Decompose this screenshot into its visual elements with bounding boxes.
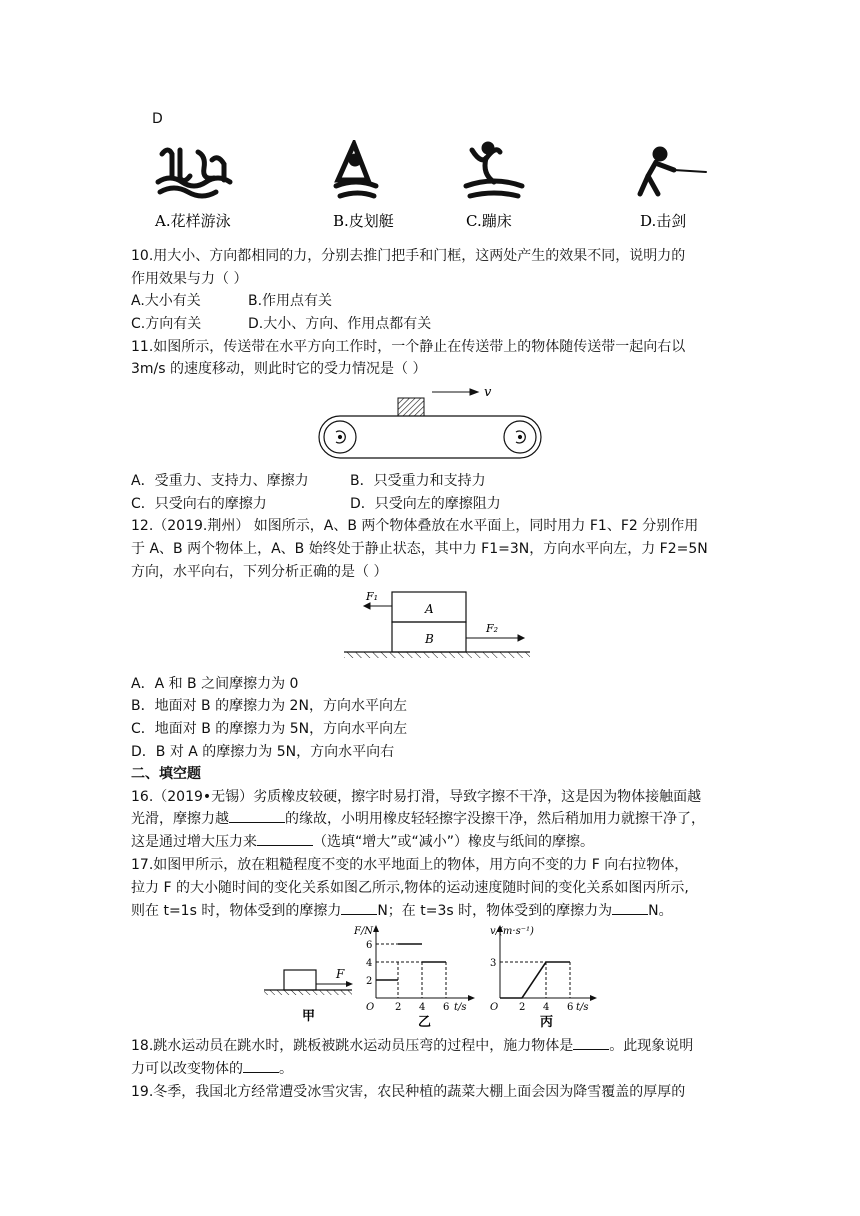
stacked-blocks-figure (340, 586, 540, 666)
tick-bing-3: 3 (490, 958, 497, 969)
option-a-label: A.花样游泳 (155, 212, 231, 230)
q10-option-d: D.大小、方向、作用点都有关 (248, 316, 432, 332)
q17-blank-2[interactable] (612, 900, 648, 915)
tick-yi-6: 6 (366, 940, 373, 951)
q16-blank-2[interactable] (257, 831, 313, 846)
tick-bing-x4: 4 (543, 1002, 550, 1013)
label-jia: 甲 (302, 1009, 316, 1024)
previous-answer: D (152, 111, 163, 127)
sports-pictograms-figure (150, 140, 720, 240)
q19-line1: 19.冬季，我国北方经常遭受冰雪灾害，农民种植的蔬菜大棚上面会因为降雪覆盖的厚厚的 (131, 1084, 686, 1100)
q17-blank-1[interactable] (341, 900, 377, 915)
option-c-label: C.蹦床 (466, 212, 512, 230)
axis-label-ts-yi: t/s (454, 1002, 467, 1013)
tick-bing-x6: 6 (567, 1002, 574, 1013)
q12-option-a: A．A 和 B 之间摩擦力为 0 (131, 676, 299, 692)
fencing-icon (640, 149, 706, 194)
tick-bing-x2: 2 (519, 1002, 526, 1013)
canoe-icon (336, 144, 376, 196)
q18-line2 (131, 1058, 293, 1080)
q10-stem-line2: 作用效果与力（ ） (131, 271, 248, 287)
q16-line3-part-b: （选填“增大”或“减小”）橡皮与纸间的摩擦。 (313, 834, 595, 850)
tick-yi-x4: 4 (419, 1002, 426, 1013)
q10-option-b: B.作用点有关 (248, 293, 333, 309)
q12-stem-line3: 方向，水平向右，下列分析正确的是（ ） (131, 564, 388, 580)
origin-yi: O (366, 1002, 375, 1013)
q16-line2-part-a: 光滑，摩擦力越 (131, 811, 229, 827)
q16-line2 (131, 808, 705, 830)
block-on-belt (398, 398, 424, 416)
q17-line1: 17.如图甲所示，放在粗糙程度不变的水平地面上的物体，用方向不变的力 F 向右拉物体， (131, 857, 689, 873)
option-b-label: B.皮划艇 (333, 212, 394, 230)
conveyor-belt-figure (312, 382, 552, 468)
q16-blank-1[interactable] (229, 808, 285, 823)
velocity-arrow (432, 389, 478, 395)
q11-option-a: A．受重力、支持力、摩擦力 (131, 473, 309, 489)
q18-line1 (131, 1035, 693, 1057)
chart-bing-velocity-time (490, 925, 597, 1030)
tick-yi-2: 2 (366, 976, 373, 987)
force-f-label: F (336, 967, 345, 981)
q17-line3-part-c: N。 (648, 903, 673, 919)
q12-option-b: B．地面对 B 的摩擦力为 2N，方向水平向左 (131, 698, 407, 714)
q11-option-c: C．只受向右的摩擦力 (131, 496, 267, 512)
force-f1-arrow (364, 603, 392, 609)
axis-label-fn: F/N (354, 926, 374, 937)
q16-line3 (131, 831, 594, 853)
q18-line1-part-b: 。此现象说明 (609, 1038, 694, 1054)
chart-yi-force-time (353, 925, 475, 1030)
label-yi: 乙 (418, 1015, 432, 1030)
q11-option-d: D．只受向左的摩擦阻力 (350, 496, 501, 512)
force-f1-label: F₁ (366, 590, 379, 603)
q18-line1-part-a: 18.跳水运动员在跳水时，跳板被跳水运动员压弯的过程中，施力物体是 (131, 1038, 574, 1054)
q10-option-a: A.大小有关 (131, 293, 201, 309)
block-b-label: B (425, 632, 434, 646)
q17-line2: 拉力 F 的大小随时间的变化关系如图乙所示,物体的运动速度随时间的变化关系如图丙所示, (131, 880, 689, 896)
force-f2-arrow (466, 635, 524, 641)
synchronized-swimming-icon (158, 150, 230, 196)
axis-label-ts-bing: t/s (576, 1002, 589, 1013)
q11-option-b: B．只受重力和支持力 (350, 473, 486, 489)
tick-yi-x6: 6 (443, 1002, 450, 1013)
q10-option-c: C.方向有关 (131, 316, 202, 332)
option-d-label: D.击剑 (640, 212, 687, 230)
q12-stem-line1: 12.（2019.荆州） 如图所示，A、B 两个物体叠放在水平面上，同时用力 F1、F2 分别作用 (131, 518, 699, 534)
force-f2-label: F₂ (486, 622, 499, 635)
label-bing: 丙 (540, 1015, 554, 1030)
q18-line2-part-a: 力可以改变物体的 (131, 1061, 243, 1077)
ground-hatch (344, 652, 530, 658)
block-a-label: A (425, 602, 434, 616)
q18-blank-1[interactable] (573, 1035, 609, 1050)
tick-yi-x2: 2 (395, 1002, 402, 1013)
axis-label-v: v/(m·s⁻¹) (490, 926, 534, 937)
section-heading: 二、填空题 (131, 766, 201, 782)
q17-line3 (131, 900, 673, 922)
trampoline-icon (466, 144, 522, 196)
q17-line3-part-b: N；在 t=3s 时，物体受到的摩擦力为 (377, 903, 613, 919)
velocity-label: v (484, 385, 492, 400)
q18-blank-2[interactable] (243, 1058, 279, 1073)
q16-line2-part-b: 的缘故，小明用橡皮轻轻擦字没擦干净，然后稍加用力就擦干净了， (285, 811, 705, 827)
conveyor-belt (319, 416, 541, 458)
q12-option-c: C．地面对 B 的摩擦力为 5N，方向水平向左 (131, 721, 408, 737)
q16-line1: 16.（2019•无锡）劣质橡皮较硬，擦字时易打滑，导致字擦不干净，这是因为物体接触面越 (131, 789, 702, 805)
q16-line3-part-a: 这是通过增大压力来 (131, 834, 257, 850)
q10-stem-line1: 10.用大小、方向都相同的力，分别去推门把手和门框，这两处产生的效果不同，说明力的 (131, 248, 686, 264)
q17-line3-part-a: 则在 t=1s 时，物体受到的摩擦力 (131, 903, 342, 919)
block-jia (284, 970, 316, 990)
origin-bing: O (490, 1002, 499, 1013)
q11-stem-line2: 3m/s 的速度移动，则此时它的受力情况是（ ） (131, 361, 427, 377)
q18-line2-part-b: 。 (279, 1061, 293, 1077)
velocity-curve (500, 962, 570, 998)
q12-option-d: D．B 对 A 的摩擦力为 5N，方向水平向右 (131, 744, 395, 760)
figure-jia (264, 967, 353, 1024)
tick-yi-4: 4 (366, 958, 373, 969)
q11-stem-line1: 11.如图所示，传送带在水平方向工作时，一个静止在传送带上的物体随传送带一起向右以 (131, 339, 686, 355)
q12-stem-line2: 于 A、B 两个物体上，A、B 始终处于静止状态，其中力 F1=3N，方向水平向左，力 F2=5N (131, 541, 708, 557)
q17-figure (258, 922, 608, 1030)
